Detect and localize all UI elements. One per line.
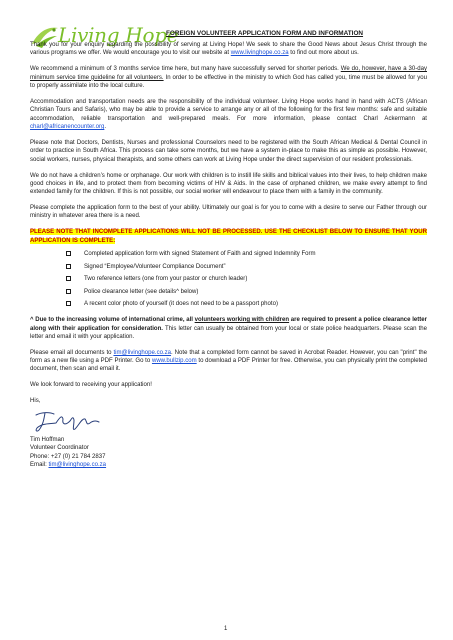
email-documents-text-end: to download a PDF Printer for free. Otherwise, you can physically print the completed document, then scan and email it.: [30, 358, 427, 373]
checklist-item: [66, 250, 427, 258]
service-time-text-end: In order to be effective in the ministry to which God has called you, time must be allowed for you to properly assimilate into the local culture.: [30, 74, 427, 89]
logo-wordmark: Living Hope: [58, 23, 179, 47]
application-checklist: [66, 250, 427, 308]
closing-paragraph: We look forward to receiving your application!: [30, 382, 152, 389]
intro-paragraph: [30, 41, 427, 58]
checkbox-icon: [66, 276, 71, 281]
charl-email-link[interactable]: charl@africanencounter.org: [30, 123, 105, 130]
email-documents-text: Please email all documents to: [30, 349, 114, 356]
signer-email-link[interactable]: tim@livinghope.co.za: [48, 462, 107, 469]
checklist-item-label: Signed “Employee/Volunteer Compliance Document”: [84, 263, 226, 270]
email-documents-text-mid: . Note that a completed form cannot be saved in Acrobat Reader. However, you can "print" the form as a new file using a PDF Printer. Go to: [30, 349, 427, 365]
police-clearance-note: This letter can usually be obtained from your local or state police headquarters. Please scan the letter and email it with your application.: [30, 325, 427, 340]
bullzip-link[interactable]: www.bullzip.com: [151, 358, 197, 365]
signer-title: Volunteer Coordinator: [30, 445, 89, 452]
police-clearance-bold-end: are required to present a police clearance letter along with their application for consideration.: [30, 317, 427, 332]
accommodation-text-end: .: [104, 123, 107, 130]
accommodation-text: Accommodation and transportation needs are the responsibility of the individual volunteer. Living Hope works hand in hand with ACTS (African Christian Tours and Safaris), who may be able to provide a service to arrange any or all of the following for the first few months: safe and suitable accommodation, reliable transportation and well-prepared meals. For more information, please contact Charl Ackermann at: [30, 98, 427, 122]
checklist-item-label: Two reference letters (one from your pastor or church leader): [84, 276, 248, 283]
checklist-item: [66, 263, 427, 271]
handwritten-signature: [32, 409, 102, 435]
children-paragraph: We do not have a children’s home or orphanage. Our work with children is to instill life skills and biblical values into their lives, to help children make good choices in life, and to protect them from becoming victims of HIV & Aids. In the case of orphaned children, we make every attempt to find extended family for the children. If this is not possible, our social worker will endeavour to place them with a family in the community.: [30, 172, 427, 196]
page-number: 1: [224, 626, 228, 632]
email-documents-paragraph: [30, 349, 427, 374]
checklist-item: [66, 275, 427, 283]
checkbox-icon: [66, 251, 71, 256]
signature-block: [30, 397, 427, 469]
website-link[interactable]: www.livinghope.co.za: [230, 50, 289, 57]
signer-phone: Phone: +27 (0) 21 784 2837: [30, 453, 106, 460]
signer-name: Tim Hoffman: [30, 436, 65, 443]
professionals-paragraph: Please note that Doctors, Dentists, Nurses and professional Counselors need to be registered with the South African Medical & Dental Council in order to practice in South Africa. This process can take some months, but we have a system in-place to make this as simple as possible. However, social workers, nurses, physical therapists, and some others can work at Living Hope under the direct supervision of our resident professionals.: [30, 139, 427, 163]
page-title: FOREIGN VOLUNTEER APPLICATION FORM AND INFORMATION: [166, 30, 364, 37]
signer-email-label: Email:: [30, 462, 49, 469]
checklist-item: [66, 300, 427, 308]
checkbox-icon: [66, 289, 71, 294]
service-time-guideline: We do, however, have a 30-day minimum service time guideline for all volunteers.: [30, 66, 427, 81]
checkbox-icon: [66, 301, 71, 306]
checklist-item-label: A recent color photo of yourself (it does not need to be a passport photo): [84, 301, 278, 308]
checklist-item-label: Completed application form with signed Statement of Faith and signed Indemnity Form: [84, 251, 316, 258]
checklist-item-label: Police clearance letter (see details^ below): [84, 288, 199, 295]
police-clearance-paragraph: [30, 316, 427, 341]
service-time-paragraph: [30, 65, 427, 90]
intro-text: Thank you for your enquiry regarding the possibility of serving at Living Hope! We seek to share the Good News about Jesus Christ through the various programs we offer. We would encourage you to visit our website at: [30, 42, 427, 57]
police-clearance-text: ^ Due to the increasing volume of international crime, all: [30, 317, 195, 324]
incomplete-warning-paragraph: [30, 228, 427, 245]
closing-salutation: His,: [30, 398, 41, 405]
service-time-text: We recommend a minimum of 3 months service time here, but many have successfully served for shorter periods.: [30, 66, 341, 73]
checklist-item: [66, 288, 427, 296]
signer-email-line: [30, 461, 427, 469]
complete-form-paragraph: Please complete the application form to the best of your ability. Ultimately our goal is for you to come with a desire to serve our Father through our ministry in whatever area there is a need.: [30, 205, 427, 220]
accommodation-paragraph: [30, 98, 427, 131]
checkbox-icon: [66, 264, 71, 269]
incomplete-warning: PLEASE NOTE THAT INCOMPLETE APPLICATIONS WILL NOT BE PROCESSED. USE THE CHECKLIST BELOW TO ENSURE THAT YOUR APPLICATION IS COMPLETE:: [30, 229, 427, 244]
letter-body: [30, 41, 427, 470]
intro-text-end: to find out more about us.: [288, 50, 359, 57]
tim-email-link[interactable]: tim@livinghope.co.za: [113, 349, 172, 356]
police-clearance-emphasis: volunteers working with children: [194, 317, 290, 324]
